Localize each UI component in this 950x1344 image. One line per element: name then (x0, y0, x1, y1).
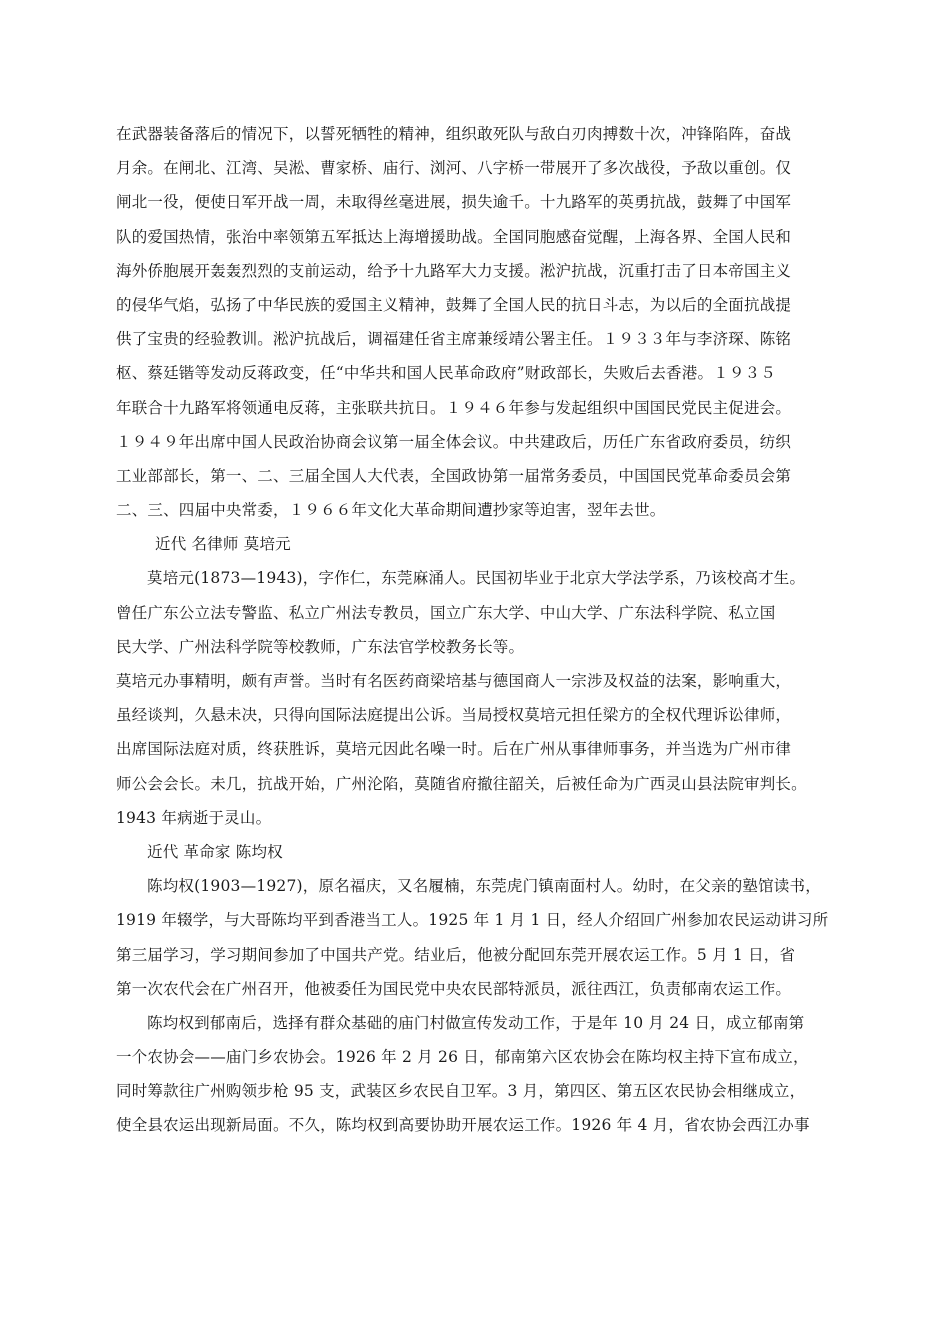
text-line: 1943 年病逝于灵山。 (116, 808, 272, 827)
text-line: 出席国际法庭对质，终获胜诉，莫培元因此名噪一时。后在广州从事律师事务，并当选为广州市律 (116, 740, 792, 759)
text-line: 供了宝贵的经验教训。淞沪抗战后，调福建任省主席兼绥靖公署主任。１９３３年与李济琛、陈铭 (116, 330, 792, 349)
section-heading: 近代 名律师 莫培元 (155, 535, 291, 554)
text-line: 第三届学习，学习期间参加了中国共产党。结业后，他被分配回东莞开展农运工作。5 月 1 日，省 (116, 945, 796, 964)
text-line: 闸北一役，便使日军开战一周，未取得丝毫进展，损失逾千。十九路军的英勇抗战，鼓舞了中国军 (116, 193, 792, 212)
text-line: 第一次农代会在广州召开，他被委任为国民党中央农民部特派员，派往西江，负责郁南农运工作。 (116, 979, 792, 998)
text-line: 同时筹款往广州购领步枪 95 支，武装区乡农民自卫军。3 月，第四区、第五区农民协会相继成立， (116, 1082, 806, 1101)
text-line: 莫培元办事精明，颇有声誉。当时有名医药商梁培基与德国商人一宗涉及权益的法案，影响重大， (116, 672, 792, 690)
text-line: 二、三、四届中央常委，１９６６年文化大革命期间遭抄家等迫害，翌年去世。 (116, 501, 666, 520)
text-line: 陈均权(1903—1927)，原名福庆，又名履楠，东莞虎门镇南面村人。幼时，在父亲的塾馆读书， (147, 877, 821, 896)
text-line: 师公会会长。未几，抗战开始，广州沦陷，莫随省府撤往韶关，后被任命为广西灵山县法院审判长。 (116, 774, 807, 793)
text-line: １９４９年出席中国人民政治协商会议第一届全体会议。中共建政后，历任广东省政府委员，纺织 (116, 432, 792, 451)
text-line: 使全县农运出现新局面。不久，陈均权到高要协助开展农运工作。1926 年 4 月，省农协会西江办事 (116, 1116, 810, 1135)
text-line: 年联合十九路军将领通电反蒋，主张联共抗日。１９４６年参与发起组织中国国民党民主促进会。 (116, 398, 792, 417)
text-line: 的侵华气焰，弘扬了中华民族的爱国主义精神，鼓舞了全国人民的抗日斗志，为以后的全面抗战提 (116, 295, 792, 314)
text-line: 枢、蔡廷锴等发动反蒋政变，任“中华共和国人民革命政府”财政部长，失败后去香港。１９３５ (116, 364, 776, 383)
text-line: 队的爱国热情，张治中率领第五军抵达上海增援助战。全国同胞感奋觉醒，上海各界、全国人民和 (116, 227, 792, 246)
section-chen-junquan (116, 835, 846, 1143)
text-line: 陈均权到郁南后，选择有群众基础的庙门村做宣传发动工作，于是年 10 月 24 日，成立郁南第 (147, 1013, 805, 1032)
text-line: 虽经谈判，久悬未决，只得向国际法庭提出公诉。当局授权莫培元担任梁方的全权代理诉讼律师， (116, 706, 792, 725)
text-line: 月余。在闸北、江湾、吴淞、曹家桥、庙行、浏河、八字桥一带展开了多次战役，予敌以重创。仅 (116, 159, 792, 178)
text-line: 一个农协会——庙门乡农协会。1926 年 2 月 26 日，郁南第六区农协会在陈均权主持下宣布成立， (116, 1048, 809, 1067)
section-heading: 近代 革命家 陈均权 (147, 842, 283, 861)
text-line: 在武器装备落后的情况下，以誓死牺牲的精神，组织敢死队与敌白刃肉搏数十次，冲锋陷阵，奋战 (116, 125, 792, 143)
text-line: 曾任广东公立法专警监、私立广州法专教员，国立广东大学、中山大学、广东法科学院、私立国 (116, 603, 776, 622)
section-cai-tingkai-continued (116, 117, 846, 527)
text-line: 民大学、广州法科学院等校教师，广东法官学校教务长等。 (116, 637, 525, 656)
text-line: 1919 年辍学，与大哥陈均平到香港当工人。1925 年 1 月 1 日，经人介绍回广州参加农民运动讲习所 (116, 911, 829, 930)
document-page (116, 117, 846, 1143)
text-line: 海外侨胞展开轰轰烈烈的支前运动，给予十九路军大力支援。淞沪抗战，沉重打击了日本帝国主义 (116, 261, 792, 280)
section-mo-peiyuan (116, 527, 846, 835)
text-line: 莫培元(1873—1943)，字作仁，东莞麻涌人。民国初毕业于北京大学法学系，乃该校高才生。 (147, 569, 806, 588)
text-line: 工业部部长，第一、二、三届全国人大代表，全国政协第一届常务委员，中国国民党革命委员会第 (116, 466, 792, 485)
